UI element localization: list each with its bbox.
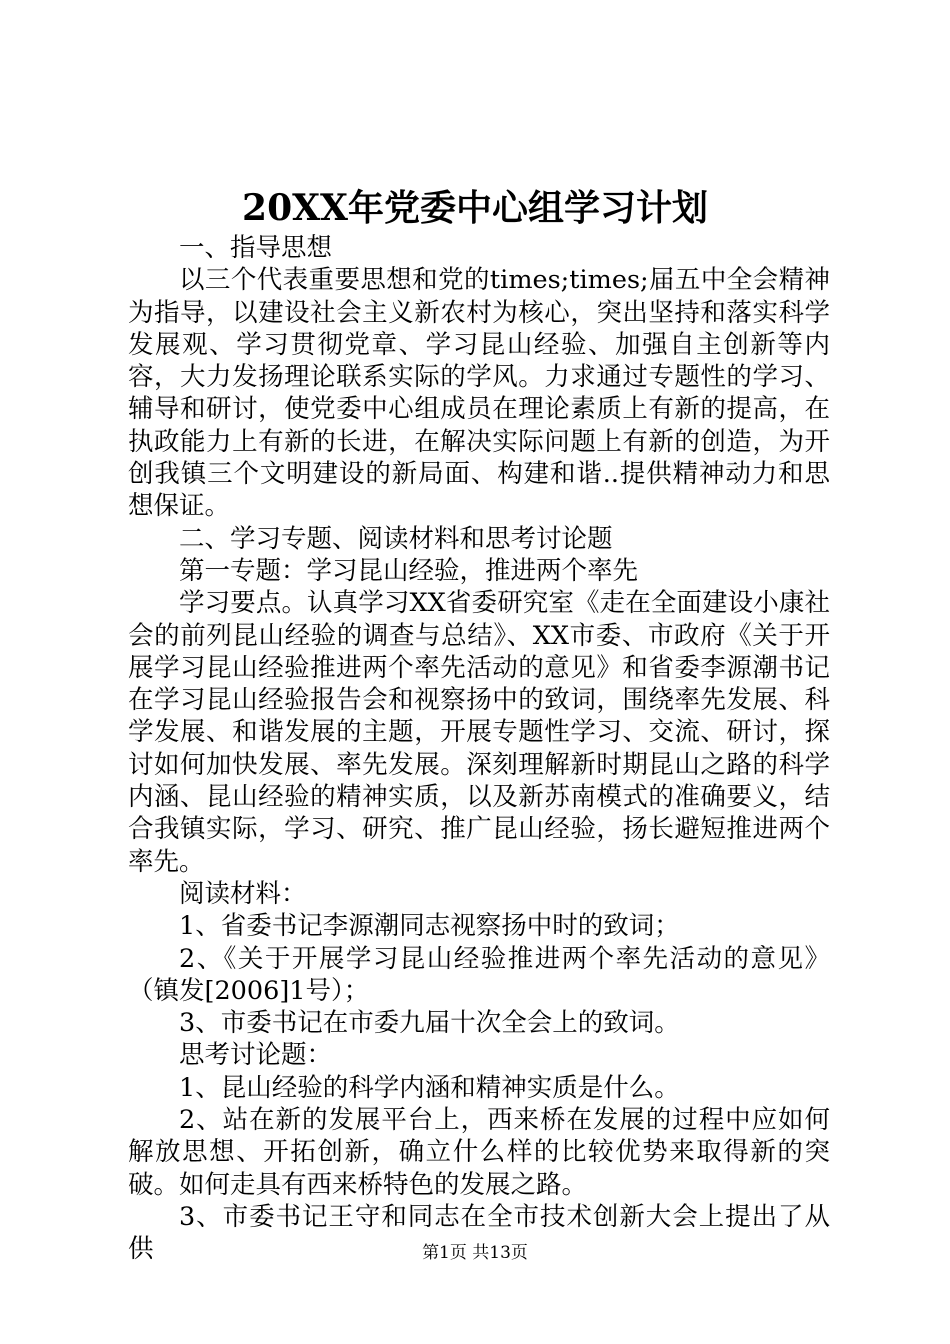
page-title: 20XX年党委中心组学习计划 (242, 187, 708, 229)
reading-material-item: 1、省委书记李源潮同志视察扬中时的致词； (179, 911, 680, 942)
reading-material-item: 2、《关于开展学习昆山经验推进两个率先活动的意见》（镇发[2006]1号）； (128, 943, 830, 1006)
discussion-question-item: 2、站在新的发展平台上，西来桥在发展的过程中应如何解放思想、开拓创新，确立什么样的比较优势来取得新的突破。如何走具有西来桥特色的发展之路。 (128, 1105, 830, 1200)
discussion-question-item: 3、市委书记王守和同志在全市技术创新大会上提出了从供 (128, 1201, 830, 1265)
topic-heading-first: 第一专题：学习昆山经验，推进两个率先 (179, 555, 639, 586)
paragraph-guiding-ideology: 以三个代表重要思想和党的times;times;届五中全会精神为指导，以建设社会主义新农村为核心，突出坚持和落实科学发展观、学习贯彻党章、学习昆山经验、加强自主创新等内容，大力发扬理论联系实际的学风。力求通过专题性的学习、辅导和研讨，使党委中心组成员在理论素质上有新的提高，在执政能力上有新的长进，在解决实际问题上有新的创造，为开创我镇三个文明建设的新局面、构建和谐..提供精神动力和思想保证。 (128, 265, 830, 522)
document-body (128, 232, 830, 1266)
reading-material-item: 3、市委书记在市委九届十次全会上的致词。 (179, 1008, 680, 1039)
paragraph-study-points: 学习要点。认真学习XX省委研究室《走在全面建设小康社会的前列昆山经验的调查与总结》、XX市委、市政府《关于开展学习昆山经验推进两个率先活动的意见》和省委李源潮书记在学习昆山经验报告会和视察扬中的致词，围绕率先发展、科学发展、和谐发展的主题，开展专题性学习、交流、研讨，探讨如何加快发展、率先发展。深刻理解新时期昆山之路的科学内涵、昆山经验的精神实质，以及新苏南模式的准确要义，结合我镇实际，学习、研究、推广昆山经验，扬长避短推进两个率先。 (128, 588, 830, 877)
section-heading-study-topics: 二、学习专题、阅读材料和思考讨论题 (179, 523, 613, 554)
discussion-questions-label: 思考讨论题： (179, 1040, 333, 1071)
page-footer: 第1页 共13页 (422, 1243, 528, 1263)
section-heading-guiding-ideology: 一、指导思想 (179, 233, 333, 263)
discussion-question-item: 1、昆山经验的科学内涵和精神实质是什么。 (179, 1072, 680, 1103)
reading-materials-label: 阅读材料： (179, 878, 307, 909)
